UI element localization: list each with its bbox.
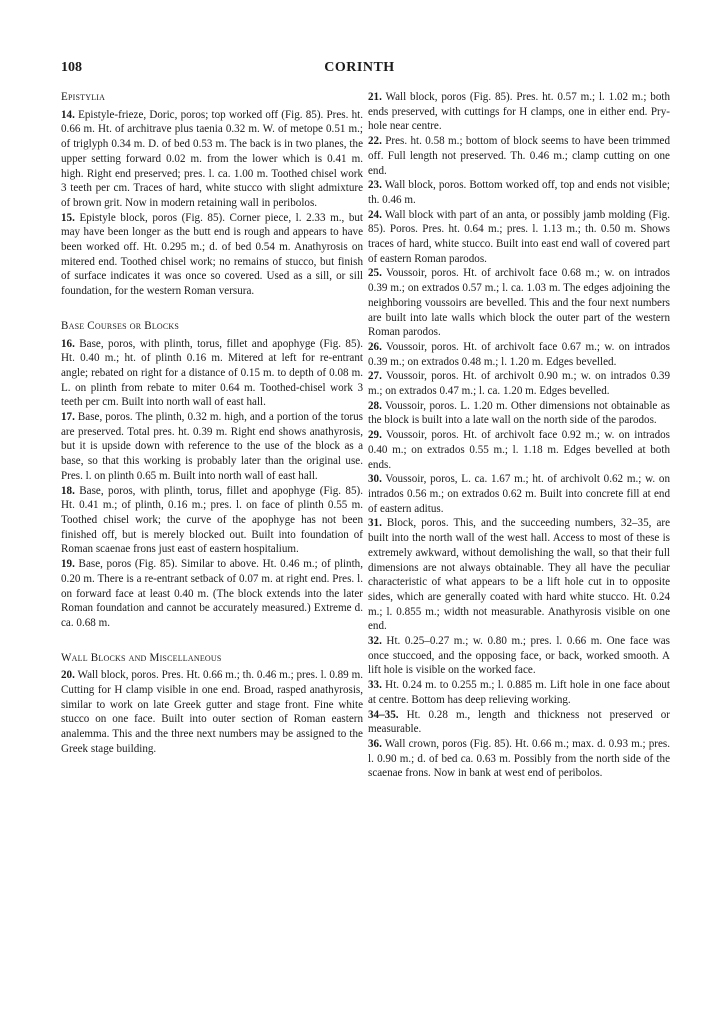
entry-text: Epistyle block, poros (Fig. 85). Corner piece, l. 2.33 m., but may have been longer as the butt end is rough and appears to have been worked off. Ht. 0.295 m.; d. of bed 0.54 m. Anathyrosis on mitered end. Toothed chisel work; no remains of stucco, but finish of surface indicates it was once so covered. Used as a sill, or sill foundation, for the western Roman versura.: [61, 211, 363, 298]
entry-number: 26.: [368, 340, 382, 353]
entry-text: Wall block with part of an anta, or possibly jamb molding (Fig. 85). Poros. Pres. ht. 0.64 m.; pres. l. 1.13 m.; th. 0.50 m. Shows traces of hard, white stucco. Built into east end wall of covered part of eastern Roman parodos.: [368, 208, 670, 265]
catalogue-entry: [61, 668, 363, 756]
section-heading: Epistylia: [61, 91, 106, 103]
entry-number: 32.: [368, 635, 382, 648]
catalogue-entry: [61, 557, 363, 631]
catalogue-entry: [368, 208, 670, 267]
catalogue-entry: [368, 708, 670, 737]
entry-text: Voussoir, poros, L. ca. 1.67 m.; ht. of archivolt 0.62 m.; w. on intrados 0.56 m.; on extrados 0.62 m. Built into concrete fill at end of eastern aditus.: [368, 473, 670, 515]
entry-text: Pres. ht. 0.58 m.; bottom of block seems to have been trimmed off. Full length not preserved. Th. 0.46 m.; clamp cutting on one end.: [368, 135, 670, 177]
catalogue-entry: [61, 410, 363, 484]
running-title: CORINTH: [324, 60, 395, 75]
entry-number: 29.: [368, 429, 382, 442]
catalogue-entry: [368, 634, 670, 678]
section-heading: Base Courses or Blocks: [61, 319, 180, 332]
catalogue-entry: [61, 211, 363, 299]
entry-text: Ht. 0.28 m., length and thickness not preserved or measurable.: [368, 708, 670, 736]
entry-text: Block, poros. This, and the succeeding numbers, 32–35, are built into the north wall of the west hall. Access to most of these is extremely awkward, without demolishing the wall, so that their full dimensions are not always obtainable. They all have the peculiar characteristic of what appears to be a lift hole cut in to opposite sides, which are generally coated with hard white stucco. Ht. 0.24 m.; l. 0.855 m.; width not measurable. Anathyrosis visible on one end.: [368, 517, 670, 633]
entry-number: 36.: [368, 737, 382, 750]
entry-number: 16.: [61, 337, 75, 350]
entry-text: Voussoir, poros. Ht. of archivolt face 0.92 m.; w. on intrados 0.40 m.; on extrados 0.55 m.; l. 1.18 m. Edges bevelled at both ends.: [368, 429, 670, 471]
entry-text: Epistyle-frieze, Doric, poros; top worked off (Fig. 85). Pres. ht. 0.66 m. Ht. of architrave plus taenia 0.32 m. W. of metope 0.51 m.; of triglyph 0.34 m. D. of bed 0.53 m. The back is in two planes, the upper setting forward 0.02 m. from the lower which is 0.41 m. high. Right end preserved; pres. l. ca. 1.00 m. Toothed chisel work 3 teeth per cm. Traces of hard, white stucco with slight admixture of brown grit. Now in modern retaining wall in peribolos.: [61, 108, 363, 209]
entry-number: 18.: [61, 484, 75, 497]
section-heading: Wall Blocks and Miscellaneous: [61, 651, 222, 664]
entry-number: 15.: [61, 211, 75, 224]
entry-number: 30.: [368, 473, 382, 486]
catalogue-entry: [61, 484, 363, 558]
right-column: [368, 90, 670, 781]
entry-number: 33.: [368, 679, 382, 692]
catalogue-entry: [368, 472, 670, 516]
entry-number: 27.: [368, 370, 382, 383]
section-gap: [61, 299, 363, 313]
catalogue-entry: [368, 678, 670, 707]
entry-number: 34–35.: [368, 708, 399, 721]
catalogue-entry: [368, 516, 670, 634]
entry-number: 31.: [368, 517, 382, 530]
catalogue-entry: [368, 90, 670, 134]
catalogue-entry: [368, 369, 670, 398]
entry-number: 23.: [368, 179, 382, 192]
entry-number: 19.: [61, 558, 75, 571]
catalogue-entry: [368, 737, 670, 781]
entry-text: Voussoir, poros. Ht. of archivolt face 0.68 m.; w. on intrados 0.39 m.; on extrados 0.57 m.; l. ca. 1.03 m. The edges adjoining the neighboring voussoirs are bevelled. This and the four next numbers are built into late walls which block the outer part of the western Roman parodos.: [368, 267, 670, 339]
entry-number: 22.: [368, 135, 382, 148]
entry-number: 21.: [368, 91, 382, 103]
catalogue-entry: [368, 399, 670, 428]
entry-number: 17.: [61, 411, 75, 424]
entry-text: Wall block, poros. Bottom worked off, top and ends not visible; th. 0.46 m.: [368, 179, 670, 206]
entry-text: Ht. 0.24 m. to 0.255 m.; l. 0.885 m. Lift hole in one face about at centre. Bottom has deep relieving working.: [368, 679, 670, 706]
catalogue-entry: [368, 340, 670, 369]
catalogue-entry: [368, 266, 670, 340]
entry-number: 24.: [368, 208, 382, 221]
entry-number: 25.: [368, 267, 382, 280]
section-gap: [61, 631, 363, 645]
entry-number: 28.: [368, 399, 382, 412]
entry-text: Base, poros, with plinth, torus, fillet and apophyge (Fig. 85). Ht. 0.41 m.; of plinth, 0.16 m.; pres. l. on face of plinth 0.55 m. Toothed chisel work; the curve of the apophyge has not been finished off, but is merely blocked out. Built into foundation of Roman scaenae frons just east of eastern hospitalium.: [61, 484, 363, 556]
catalogue-entry: [61, 108, 363, 211]
entry-text: Base, poros (Fig. 85). Similar to above. Ht. 0.46 m.; of plinth, 0.20 m. There is a re-entrant setback of 0.07 m. at right end. Pres. l. on forward face at least 0.40 m. (The block extends into the later Roman foundation and cannot be accurately measured.) Extreme d. ca. 0.68 m.: [61, 558, 363, 629]
entry-text: Voussoir, poros. Ht. of archivolt face 0.67 m.; w. on intrados 0.39 m.; on extrados 0.48 m.; l. 1.20 m. Edges bevelled.: [368, 340, 670, 368]
entry-text: Wall crown, poros (Fig. 85). Ht. 0.66 m.; max. d. 0.93 m.; pres. l. 0.90 m.; d. of bed ca. 0.63 m. Possibly from the north side of the scaenae frons. Now in bank at west end of peribolos.: [368, 737, 670, 780]
page-number: 108: [61, 60, 82, 75]
left-column: [61, 90, 363, 757]
catalogue-entry: [368, 178, 670, 207]
entry-text: Base, poros, with plinth, torus, fillet and apophyge (Fig. 85). Ht. 0.40 m.; ht. of plinth 0.16 m. Mitered at left for re-entrant angle; rebated on right for a distance of 0.15 m. to depth of 0.08 m. L. on plinth from rebate to miter 0.64 m. Toothed-chisel work 3 teeth per cm. Built into north wall of east hall.: [61, 337, 363, 409]
entry-text: Ht. 0.25–0.27 m.; w. 0.80 m.; pres. l. 0.66 m. One face was once stuccoed, and the opposing face, or back, worked smooth. A lift hole is visible on the worked face.: [368, 635, 670, 677]
catalogue-entry: [61, 337, 363, 411]
entry-text: Wall block, poros (Fig. 85). Pres. ht. 0.57 m.; l. 1.02 m.; both ends preserved, with cuttings for H clamps, one in either end. Pry-hole near centre.: [368, 91, 670, 133]
entry-text: Voussoir, poros. L. 1.20 m. Other dimensions not obtainable as the block is built into a late wall on the north side of the parodos.: [368, 399, 670, 427]
catalogue-entry: [368, 134, 670, 178]
page-header: [0, 60, 719, 80]
catalogue-entry: [368, 428, 670, 472]
entry-text: Voussoir, poros. Ht. of archivolt 0.90 m.; w. on intrados 0.39 m.; on extrados 0.47 m.; l. ca. 1.20 m. Edges bevelled.: [368, 370, 670, 398]
entry-text: Wall block, poros. Pres. Ht. 0.66 m.; th. 0.46 m.; pres. l. 0.89 m. Cutting for H clamp visible in one end. Broad, rasped anathyrosis, similar to work on late Greek gutter and stage front. Fine white stucco on one face. Built into outer section of Roman eastern analemma. This and the three next numbers may be assigned to the Greek stage building.: [61, 669, 363, 755]
entry-number: 20.: [61, 669, 75, 682]
entry-text: Base, poros. The plinth, 0.32 m. high, and a portion of the torus are preserved. Total pres. ht. 0.39 m. Right end shows anathyrosis, but it is upside down with reference to the use of the block as a base, so that this working is probably later than the original use. Pres. l. on plinth 0.65 m. Built into north wall of east hall.: [61, 411, 363, 482]
entry-number: 14.: [61, 108, 75, 121]
